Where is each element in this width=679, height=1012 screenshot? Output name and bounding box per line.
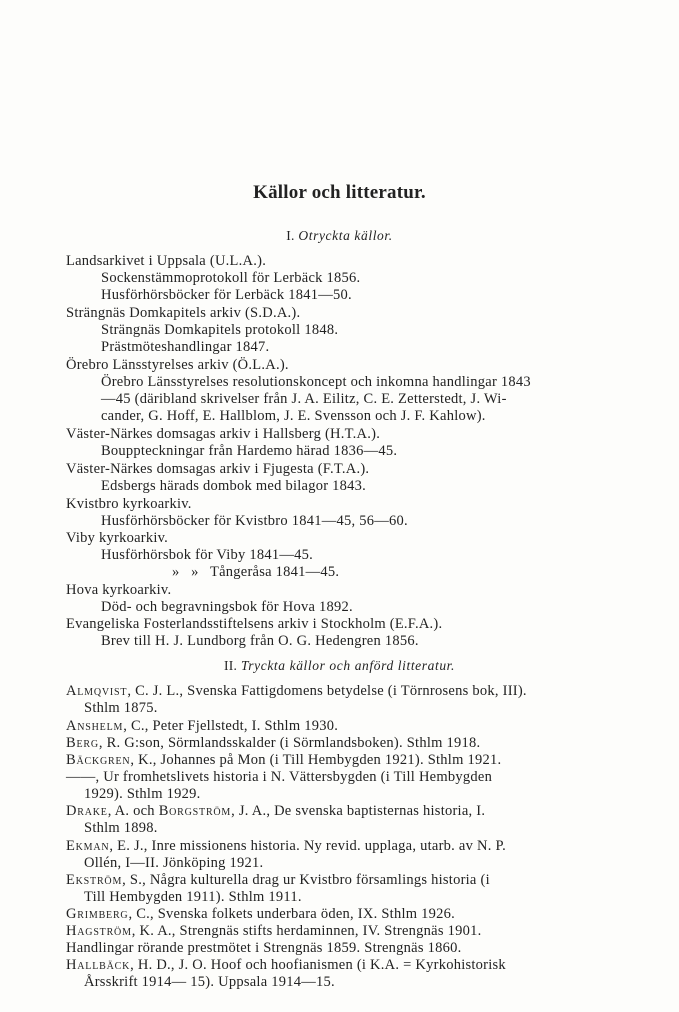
section-heading-printed xyxy=(0,658,679,674)
literature-entry: Drake, A. och Borgström, J. A., De svenska baptisternas historia, I. xyxy=(66,803,486,819)
literature-entry: Handlingar rörande prestmötet i Strengnäs 1859. Strengnäs 1860. xyxy=(66,940,462,956)
archive-entry: Väster-Närkes domsagas arkiv i Fjugesta (F.T.A.). xyxy=(66,461,370,477)
archive-subentry: Edsbergs härads dombok med bilagor 1843. xyxy=(101,478,367,494)
literature-entry: Grimberg, C., Svenska folkets underbara öden, IX. Sthlm 1926. xyxy=(66,906,456,922)
literature-continuation: Sthlm 1898. xyxy=(84,820,158,836)
literature-continuation: Ollén, I—II. Jönköping 1921. xyxy=(84,855,264,871)
section-numeral: II. xyxy=(223,658,238,673)
literature-continuation: Årsskrift 1914— 15). Uppsala 1914—15. xyxy=(84,974,335,990)
literature-entry: Ekman, E. J., Inre missionens historia. Ny revid. upplaga, utarb. av N. P. xyxy=(66,838,507,854)
archive-subentry: Husförhörsböcker för Lerbäck 1841—50. xyxy=(101,287,352,303)
archive-entry: Evangeliska Fosterlandsstiftelsens arkiv i Stockholm (E.F.A.). xyxy=(66,616,443,632)
archive-entry: Hova kyrkoarkiv. xyxy=(66,582,172,598)
archive-subentry: Husförhörsbok för Viby 1841—45. xyxy=(101,547,314,563)
section-title: Otryckta källor. xyxy=(298,228,393,243)
literature-entry: Almqvist, C. J. L., Svenska Fattigdomens betydelse (i Törnrosens bok, III). xyxy=(66,683,527,699)
archive-entry: Landsarkivet i Uppsala (U.L.A.). xyxy=(66,253,267,269)
literature-continuation: Sthlm 1875. xyxy=(84,700,158,716)
page-title: Källor och litteratur. xyxy=(253,182,426,203)
literature-entry: ——, Ur fromhetslivets historia i N. Vättersbygden (i Till Hembygden xyxy=(66,769,493,785)
archive-entry: Strängnäs Domkapitels arkiv (S.D.A.). xyxy=(66,305,301,321)
archive-subentry: Död- och begravningsbok för Hova 1892. xyxy=(101,599,353,615)
section-numeral: I. xyxy=(286,228,295,243)
literature-entry: Berg, R. G:son, Sörmlandsskalder (i Sörmlandsboken). Sthlm 1918. xyxy=(66,735,481,751)
archive-subentry: Strängnäs Domkapitels protokoll 1848. xyxy=(101,322,339,338)
archive-subentry: Örebro Länsstyrelses resolutionskoncept och inkomna handlingar 1843 xyxy=(101,374,531,390)
archive-subentry: Prästmöteshandlingar 1847. xyxy=(101,339,270,355)
literature-entry: Hagström, K. A., Strengnäs stifts herdaminnen, IV. Strengnäs 1901. xyxy=(66,923,482,939)
literature-continuation: Till Hembygden 1911). Sthlm 1911. xyxy=(84,889,302,905)
archive-subentry: cander, G. Hoff, E. Hallblom, J. E. Svensson och J. F. Kahlow). xyxy=(101,408,486,424)
archive-entry: Kvistbro kyrkoarkiv. xyxy=(66,496,192,512)
archive-entry: Väster-Närkes domsagas arkiv i Hallsberg (H.T.A.). xyxy=(66,426,381,442)
archive-subentry: » » Tångeråsa 1841—45. xyxy=(172,564,340,580)
archive-subentry: Sockenstämmoprotokoll för Lerbäck 1856. xyxy=(101,270,361,286)
archive-subentry: Bouppteckningar från Hardemo härad 1836—45. xyxy=(101,443,398,459)
literature-entry: Ekström, S., Några kulturella drag ur Kvistbro församlings historia (i xyxy=(66,872,490,888)
archive-entry: Örebro Länsstyrelses arkiv (Ö.L.A.). xyxy=(66,357,289,373)
literature-entry: Bäckgren, K., Johannes på Mon (i Till Hembygden 1921). Sthlm 1921. xyxy=(66,752,502,768)
archive-subentry: Husförhörsböcker för Kvistbro 1841—45, 56—60. xyxy=(101,513,408,529)
section-heading-unprinted xyxy=(0,228,679,244)
archive-subentry: —45 (däribland skrivelser från J. A. Eilitz, C. E. Zetterstedt, J. Wi- xyxy=(101,391,507,407)
literature-entry: Anshelm, C., Peter Fjellstedt, I. Sthlm 1930. xyxy=(66,718,339,734)
archive-subentry: Brev till H. J. Lundborg från O. G. Hedengren 1856. xyxy=(101,633,419,649)
literature-continuation: 1929). Sthlm 1929. xyxy=(84,786,201,802)
literature-entry: Hallbäck, H. D., J. O. Hoof och hoofianismen (i K.A. = Kyrkohistorisk xyxy=(66,957,506,973)
archive-entry: Viby kyrkoarkiv. xyxy=(66,530,169,546)
section-title: Tryckta källor och anförd litteratur. xyxy=(240,658,456,673)
